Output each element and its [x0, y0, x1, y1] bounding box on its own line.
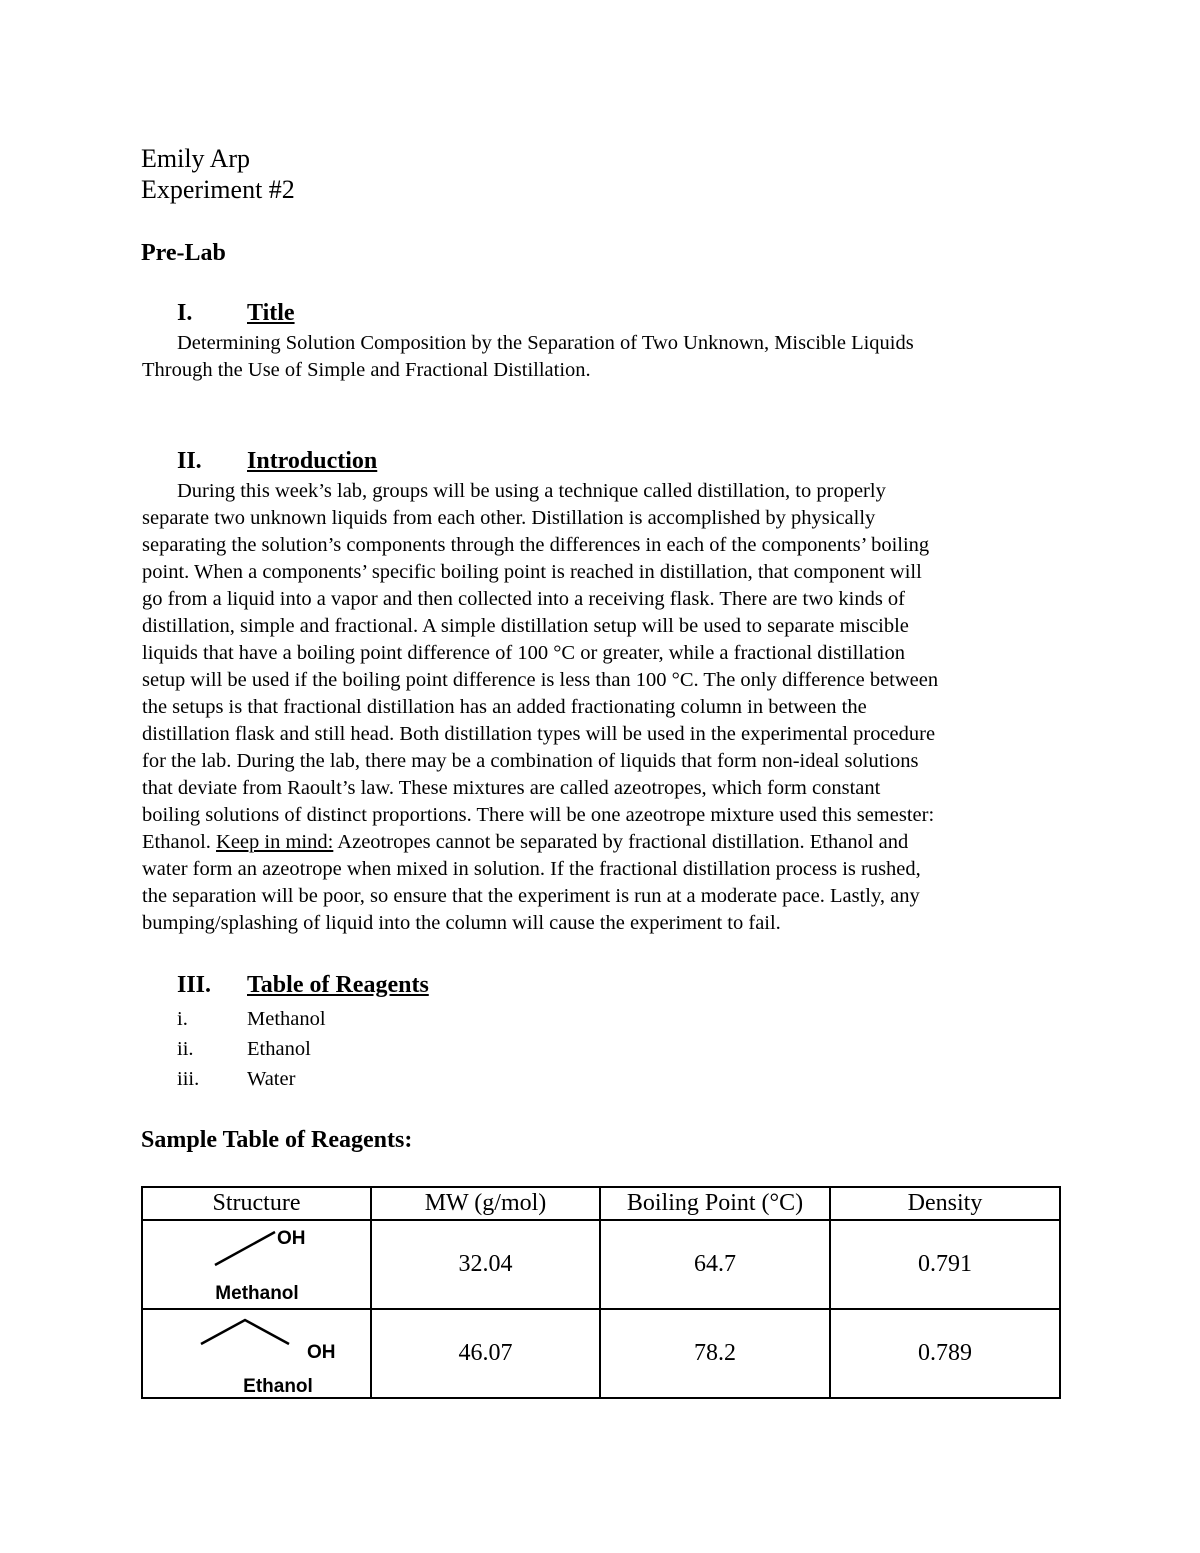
intro-line-11: for the lab. During the lab, there may be a combination of liquids that form non-ideal solutions [142, 750, 919, 772]
sample-reagents-table [141, 1186, 1061, 1399]
ethanol-density-cell: 0.789 [830, 1309, 1060, 1398]
intro-line-17: bumping/splashing of liquid into the column will cause the experiment to fail. [142, 912, 781, 934]
intro-line-5: go from a liquid into a vapor and then collected into a receiving flask. There are two kinds of [142, 588, 906, 610]
column-header-density: Density [830, 1187, 1060, 1220]
sample-table-heading: Sample Table of Reagents: [141, 1127, 413, 1153]
keep-in-mind-note: Keep in mind: [216, 831, 334, 853]
intro-line-6: distillation, simple and fractional. A simple distillation setup will be used to separate miscible [142, 615, 909, 637]
methanol-bond [215, 1232, 275, 1265]
section-title-number: I. [177, 300, 193, 326]
intro-line-13: boiling solutions of distinct proportions. There will be one azeotrope mixture used this semester: [142, 804, 935, 826]
reagent-item-number: i. [177, 1008, 188, 1030]
reagent-item-number: ii. [177, 1038, 194, 1060]
methanol-density-cell: 0.791 [830, 1220, 1060, 1309]
intro-line-14 [142, 829, 1062, 856]
methanol-structure [157, 1223, 357, 1307]
intro-line-1: During this week’s lab, groups will be using a technique called distillation, to properly [177, 480, 886, 502]
reagent-item-methanol: Methanol [247, 1008, 326, 1030]
column-header-mw: MW (g/mol) [371, 1187, 600, 1220]
section-title-heading: Title [247, 300, 295, 326]
section-reagents-number: III. [177, 972, 212, 998]
intro-line-14-start: Ethanol. [142, 831, 217, 853]
section-intro-heading: Introduction [247, 448, 378, 474]
ethanol-bp-cell: 78.2 [600, 1309, 830, 1398]
intro-line-14-end: Azeotropes cannot be separated by fractional distillation. Ethanol and [333, 831, 909, 853]
introduction-paragraph [142, 478, 1062, 937]
intro-line-4: point. When a components’ specific boiling point is reached in distillation, that component will [142, 561, 922, 583]
intro-line-15: water form an azeotrope when mixed in solution. If the fractional distillation process is rushed, [142, 858, 921, 880]
intro-line-8: setup will be used if the boiling point difference is less than 100 °C. The only difference between [142, 669, 939, 691]
intro-line-9: the setups is that fractional distillation has an added fractionating column in between the [142, 696, 867, 718]
title-line-1: Determining Solution Composition by the Separation of Two Unknown, Miscible Liquids [177, 332, 914, 354]
methanol-bp-cell: 64.7 [600, 1220, 830, 1309]
intro-line-10: distillation flask and still head. Both distillation types will be used in the experimental procedure [142, 723, 936, 745]
title-line-2: Through the Use of Simple and Fractional Distillation. [142, 359, 591, 381]
ethanol-structure [157, 1312, 357, 1396]
experiment-number: Experiment #2 [141, 175, 295, 204]
intro-line-3: separating the solution’s components through the differences in each of the components’ boiling [142, 534, 930, 556]
methanol-mw-cell: 32.04 [371, 1220, 600, 1309]
reagent-item-ethanol: Ethanol [247, 1038, 311, 1060]
column-header-structure: Structure [142, 1187, 371, 1220]
ethanol-bonds [201, 1320, 289, 1344]
prelab-heading: Pre-Lab [141, 240, 226, 266]
intro-line-12: that deviate from Raoult’s law. These mixtures are called azeotropes, which form constant [142, 777, 881, 799]
author-name: Emily Arp [141, 144, 251, 173]
table-row [142, 1309, 1060, 1398]
table-row [142, 1220, 1060, 1309]
ethanol-structure-cell [142, 1309, 371, 1398]
section-intro-number: II. [177, 448, 202, 474]
intro-line-7: liquids that have a boiling point difference of 100 °C or greater, while a fractional distillation [142, 642, 906, 664]
table-header-row [142, 1187, 1060, 1220]
ethanol-mw-cell: 46.07 [371, 1309, 600, 1398]
reagent-item-number: iii. [177, 1068, 200, 1090]
methanol-label: Methanol [214, 1282, 299, 1304]
methanol-oh-group: OH [276, 1227, 305, 1249]
intro-line-2: separate two unknown liquids from each other. Distillation is accomplished by physically [142, 507, 876, 529]
section-reagents-heading: Table of Reagents [247, 972, 429, 998]
reagent-item-water: Water [247, 1068, 296, 1090]
ethanol-label: Ethanol [242, 1375, 313, 1396]
title-paragraph [142, 330, 1062, 384]
methanol-structure-cell [142, 1220, 371, 1309]
column-header-boiling-point: Boiling Point (°C) [600, 1187, 830, 1220]
intro-line-16: the separation will be poor, so ensure that the experiment is run at a moderate pace. Lastly, any [142, 885, 920, 907]
ethanol-oh-group: OH [306, 1341, 335, 1363]
